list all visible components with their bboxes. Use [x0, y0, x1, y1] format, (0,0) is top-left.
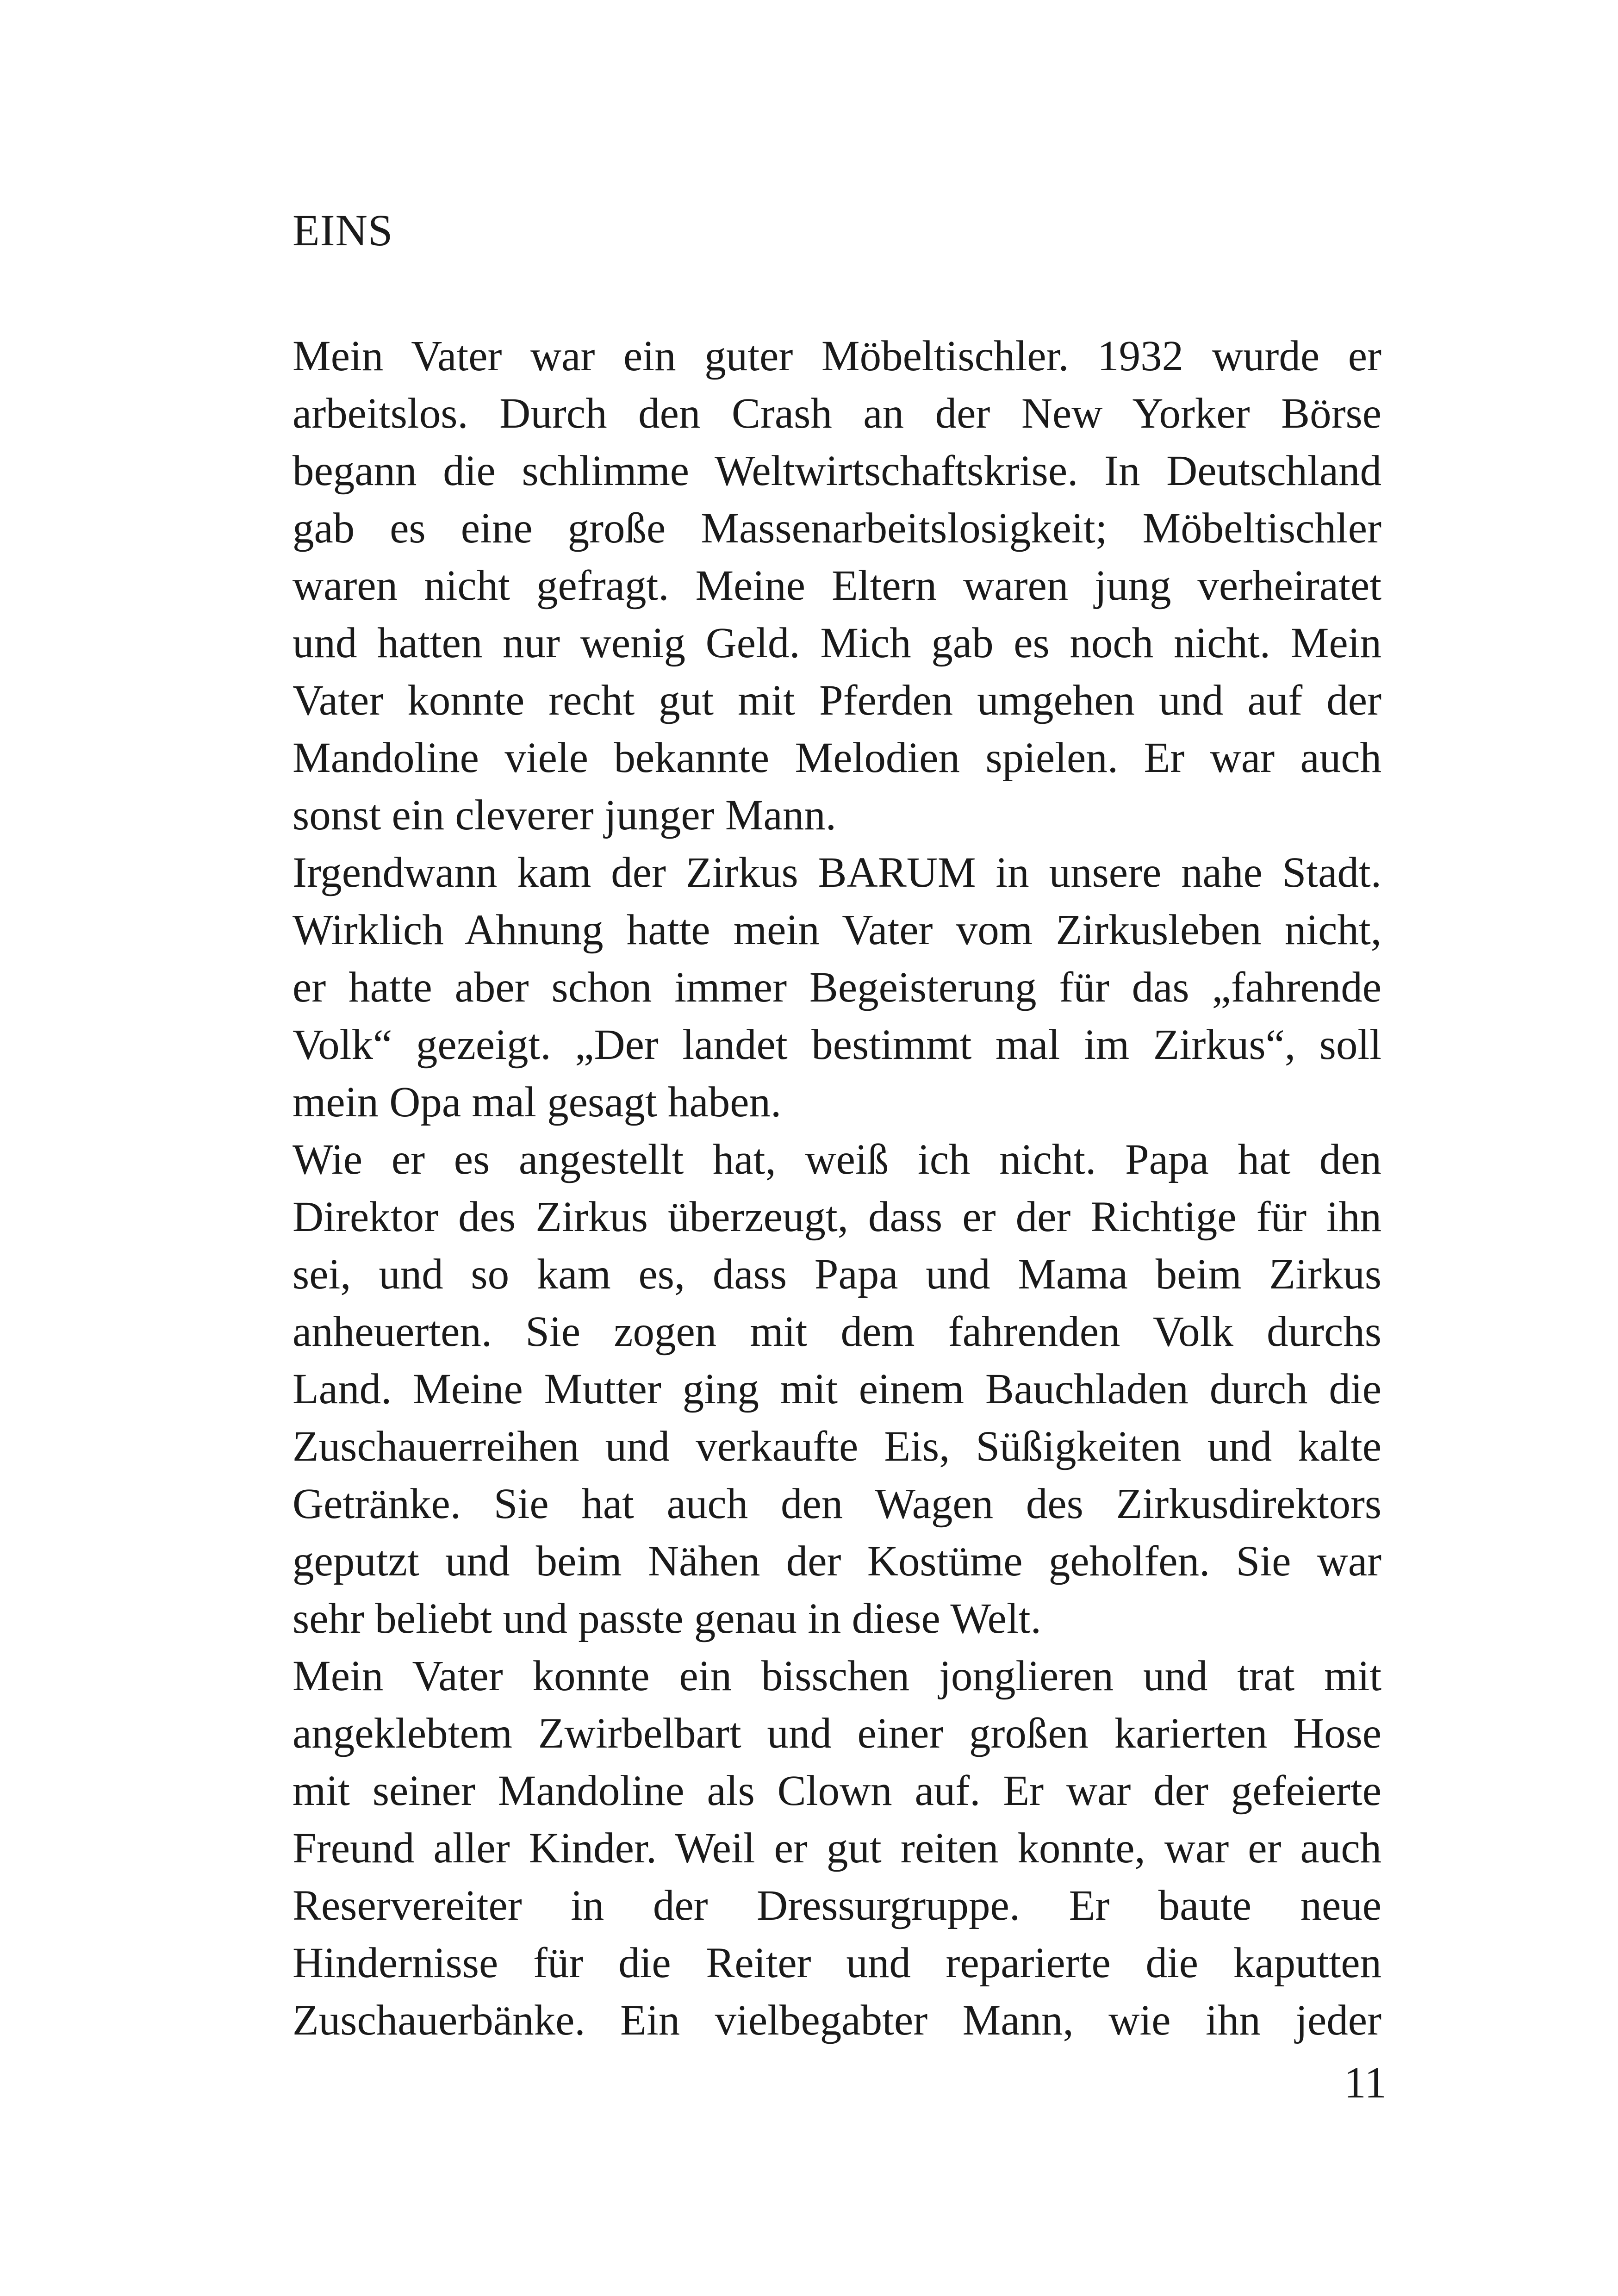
text-line: Wirklich Ahnung hatte mein Vater vom Zirkusleben nicht,	[292, 906, 1382, 954]
text-line: sehr beliebt und passte genau in diese Welt.	[292, 1595, 1041, 1643]
text-line: Vater konnte recht gut mit Pferden umgehen und auf der	[292, 677, 1382, 724]
text-line: Reservereiter in der Dressurgruppe. Er baute neue	[292, 1882, 1382, 1929]
text-line: angeklebtem Zwirbelbart und einer großen karierten Hose	[292, 1710, 1382, 1757]
text-line: Freund aller Kinder. Weil er gut reiten konnte, war er auch	[292, 1824, 1382, 1872]
text-line: Irgendwann kam der Zirkus BARUM in unsere nahe Stadt.	[292, 849, 1382, 896]
body-text	[292, 328, 1382, 2049]
chapter-heading: EINS	[292, 205, 393, 255]
text-line: Hindernisse für die Reiter und reparierte die kaputten	[292, 1939, 1382, 1987]
text-line: waren nicht gefragt. Meine Eltern waren jung verheiratet	[292, 562, 1382, 610]
text-line: geputzt und beim Nähen der Kostüme geholfen. Sie war	[292, 1537, 1382, 1585]
text-line: Wie er es angestellt hat, weiß ich nicht. Papa hat den	[292, 1136, 1382, 1183]
text-line: Getränke. Sie hat auch den Wagen des Zirkusdirektors	[292, 1480, 1382, 1528]
text-line: Land. Meine Mutter ging mit einem Bauchladen durch die	[292, 1365, 1382, 1413]
text-line: mit seiner Mandoline als Clown auf. Er war der gefeierte	[292, 1767, 1382, 1815]
text-line: er hatte aber schon immer Begeisterung für das „fahrende	[292, 964, 1382, 1011]
text-line: arbeitslos. Durch den Crash an der New Yorker Börse	[292, 390, 1382, 437]
text-line: Mein Vater war ein guter Möbeltischler. 1932 wurde er	[292, 332, 1382, 380]
text-line: gab es eine große Massenarbeitslosigkeit; Möbeltischler	[292, 504, 1382, 552]
text-line: mein Opa mal gesagt haben.	[292, 1078, 782, 1126]
text-line: Direktor des Zirkus überzeugt, dass er der Richtige für ihn	[292, 1193, 1382, 1241]
text-line: anheuerten. Sie zogen mit dem fahrenden Volk durchs	[292, 1308, 1382, 1356]
text-line: sonst ein cleverer junger Mann.	[292, 791, 837, 839]
page-number: 11	[1344, 2058, 1387, 2107]
text-line: Zuschauerreihen und verkaufte Eis, Süßigkeiten und kalte	[292, 1423, 1382, 1470]
text-line: Mandoline viele bekannte Melodien spielen. Er war auch	[292, 734, 1382, 782]
text-line: Volk“ gezeigt. „Der landet bestimmt mal im Zirkus“, soll	[292, 1021, 1382, 1069]
text-line: begann die schlimme Weltwirtschaftskrise. In Deutschland	[292, 447, 1382, 495]
text-line: Zuschauerbänke. Ein vielbegabter Mann, wie ihn jeder	[292, 1997, 1382, 2044]
text-line: und hatten nur wenig Geld. Mich gab es noch nicht. Mein	[292, 619, 1382, 667]
text-line: sei, und so kam es, dass Papa und Mama beim Zirkus	[292, 1251, 1382, 1298]
text-line: Mein Vater konnte ein bisschen jonglieren und trat mit	[292, 1652, 1382, 1700]
